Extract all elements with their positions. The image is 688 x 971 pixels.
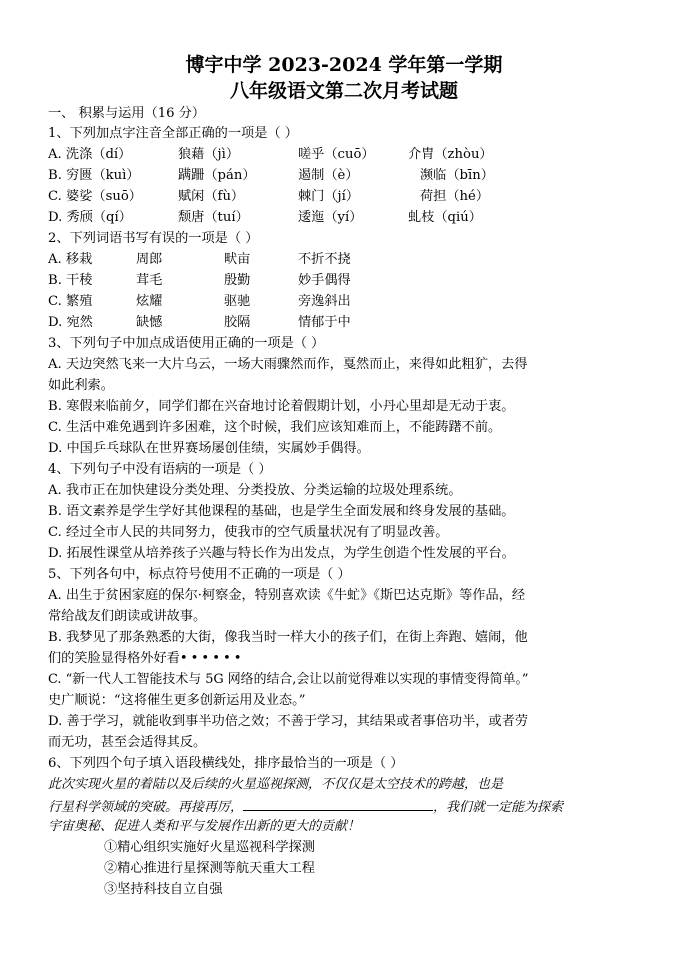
question-5-option-a: A. 出生于贫困家庭的保尔·柯察金，特别喜欢读《牛虻》《斯巴达克斯》等作品，经 xyxy=(48,588,526,603)
option-cell: 胶隔 xyxy=(224,315,251,330)
option-cell: C. 婆娑（suō） xyxy=(48,189,142,204)
question-4-option-c: C. 经过全市人民的共同努力，使我市的空气质量状况有了明显改善。 xyxy=(48,525,449,540)
option-cell: 不折不挠 xyxy=(298,252,351,267)
question-3-option-d: D. 中国乒乓球队在世界赛场屡创佳绩，实属妙手偶得。 xyxy=(48,441,370,456)
option-cell: 情郁于中 xyxy=(298,315,351,330)
option-text: 们的笑脸显得格外好看 xyxy=(48,651,180,666)
passage-text: 行星科学领域的突破。再接再厉， xyxy=(48,800,244,815)
option-cell: D. 宛然 xyxy=(48,315,93,330)
question-4-option-d: D. 拓展性课堂从培养孩子兴趣与特长作为出发点，为学生创造个性发展的平台。 xyxy=(48,546,515,561)
question-6-passage-line-3: 宇宙奥秘、促进人类和平与发展作出新的更大的贡献！ xyxy=(48,819,361,834)
option-cell: 嗟乎（cuō） xyxy=(298,147,375,162)
option-cell: 介胄（zhòu） xyxy=(408,147,493,162)
question-5-option-a-cont: 常给战友们朗读或讲故事。 xyxy=(48,609,207,624)
question-6-stem: 6、下列四个句子填入语段横线处，排序最恰当的一项是（ ） xyxy=(48,756,404,771)
question-4-option-b: B. 语文素养是学生学好其他课程的基础，也是学生全面发展和终身发展的基础。 xyxy=(48,504,515,519)
section-heading: 一、 积累与运用（16 分） xyxy=(48,106,206,121)
question-2-row-b xyxy=(48,271,648,291)
option-cell: 狼藉（jì） xyxy=(178,147,240,162)
question-5-stem: 5、下列各句中，标点符号使用不正确的一项是（ ） xyxy=(48,567,351,582)
question-3-option-c: C. 生活中难免遇到许多困难，这个时候，我们应该知难而上，不能踌躇不前。 xyxy=(48,420,502,435)
option-cell: 虬枝（qiú） xyxy=(408,210,482,225)
passage-text: ，我们就一定能为探索 xyxy=(433,800,564,815)
question-6-sentence-2: ②精心推进行星探测等航天重大工程 xyxy=(104,861,315,876)
question-5-option-c: C. “新一代人工智能技术与 5G 网络的结合,会让以前觉得难以实现的事情变得简单。” xyxy=(48,672,529,687)
option-cell: 蹒跚（pán） xyxy=(178,168,256,183)
option-cell: 旁逸斜出 xyxy=(298,294,351,309)
option-cell: 颓唐（tuí） xyxy=(178,210,249,225)
question-1-stem: 1、下列加点字注音全部正确的一项是（ ） xyxy=(48,126,298,141)
option-cell: 缺憾 xyxy=(136,315,163,330)
question-5-option-c-cont: 史广顺说：“这将催生更多创新运用及业态。” xyxy=(48,693,306,708)
question-1-row-a xyxy=(48,145,648,165)
option-cell: 茸毛 xyxy=(136,273,163,288)
question-5-option-d: D. 善于学习，就能收到事半功倍之效；不善于学习，其结果或者事倍功半，或者劳 xyxy=(48,714,529,729)
question-6-sentence-3: ③坚持科技自立自强 xyxy=(104,882,223,897)
option-cell: B. 干稜 xyxy=(48,273,93,288)
question-2-row-d xyxy=(48,313,648,333)
question-5-option-d-cont: 而无功，甚至会适得其反。 xyxy=(48,735,207,750)
option-cell: 妙手偶得 xyxy=(298,273,351,288)
option-cell: A. 移栽 xyxy=(48,252,93,267)
question-2-stem: 2、下列词语书写有误的一项是（ ） xyxy=(48,231,259,246)
option-cell: 畎亩 xyxy=(224,252,251,267)
question-1-row-c xyxy=(48,187,648,207)
question-4-option-a: A. 我市正在加快建设分类处理、分类投放、分类运输的垃圾处理系统。 xyxy=(48,483,462,498)
question-3-option-a: A. 天边突然飞来一大片乌云，一场大雨骤然而作，戛然而止，来得如此粗犷，去得 xyxy=(48,357,528,372)
option-cell: C. 繁殖 xyxy=(48,294,93,309)
exam-title-subject: 八年级语文第二次月考试题 xyxy=(229,80,458,102)
question-3-stem: 3、下列句子中加点成语使用正确的一项是（ ） xyxy=(48,336,325,351)
option-cell: B. 穷匮（kuì） xyxy=(48,168,140,183)
option-cell: 逶迤（yí） xyxy=(298,210,363,225)
fill-in-blank xyxy=(243,796,433,811)
question-4-stem: 4、下列句子中没有语病的一项是（ ） xyxy=(48,462,272,477)
option-cell: A. 洗涤（dí） xyxy=(48,147,132,162)
ellipsis-dots: •••••• xyxy=(179,651,245,666)
option-cell: 荷担（hé） xyxy=(420,189,490,204)
option-cell: 周郎 xyxy=(136,252,163,267)
option-cell: 炫耀 xyxy=(136,294,163,309)
question-2-row-a xyxy=(48,250,648,270)
question-1-row-d xyxy=(48,208,648,228)
question-6-passage-line-1: 此次实现火星的着陆以及后续的火星巡视探测，不仅仅是太空技术的跨越，也是 xyxy=(48,777,504,792)
option-cell: 驱驰 xyxy=(224,294,251,309)
question-1-row-b xyxy=(48,166,648,186)
question-5-option-b-cont xyxy=(48,649,245,669)
option-cell: 遏制（è） xyxy=(298,168,359,183)
question-3-option-b: B. 寒假来临前夕，同学们都在兴奋地讨论着假期计划，小丹心里却是无动于衷。 xyxy=(48,399,515,414)
question-5-option-b: B. 我梦见了那条熟悉的大街，像我当时一样大小的孩子们，在街上奔跑、嬉闹，他 xyxy=(48,630,528,645)
option-cell: D. 秀颀（qí） xyxy=(48,210,132,225)
exam-title-school-term: 博宇中学 2023-2024 学年第一学期 xyxy=(185,54,503,76)
option-cell: 濒临（bīn） xyxy=(420,168,494,183)
question-6-sentence-1: ①精心组织实施好火星巡视科学探测 xyxy=(104,840,315,855)
question-3-option-a-cont: 如此利索。 xyxy=(48,378,114,393)
question-6-passage-line-2 xyxy=(48,796,563,818)
question-2-row-c xyxy=(48,292,648,312)
option-cell: 棘门（jí） xyxy=(298,189,360,204)
option-cell: 殷勤 xyxy=(224,273,251,288)
option-cell: 赋闲（fù） xyxy=(178,189,245,204)
